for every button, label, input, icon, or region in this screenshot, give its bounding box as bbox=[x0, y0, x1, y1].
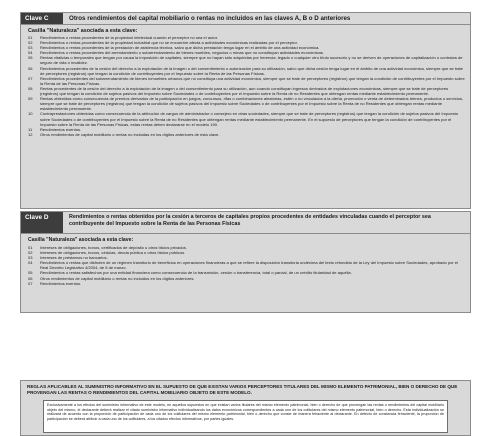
item-code: 03 bbox=[28, 255, 33, 261]
item-text: Intereses de obligaciones, bonos, cédulas, deuda pública u otros títulos públicos. bbox=[40, 250, 186, 256]
item-text: Rentas vitalicias o temporales que tengan por causa la imposición de capitales, siempre que no hayan sido adquiridas por herencia, legado o cualquier otro título sucesorio y no se deriven de operaciones de capitalización o contratos de seguro de vida o invalidez. bbox=[40, 55, 463, 66]
item-code: 09 bbox=[28, 96, 33, 102]
item-text: Rendimientos procedentes del subarrendamiento de bienes inmuebles urbanos que no constituya una actividad económica, siempre que se trate de perceptores (registros) que tengan la condición de contribuyentes por el Impuesto sobre la Renta de las Personas Físicas. bbox=[40, 75, 465, 86]
clave-c-subtitle: Casilla "Naturaleza" asociada a esta clave: bbox=[28, 28, 138, 34]
clave-c-tag: Clave C bbox=[21, 13, 63, 24]
item-code: 12 bbox=[28, 131, 33, 137]
item-code: 10 bbox=[28, 111, 33, 117]
clave-c-item bbox=[21, 86, 470, 96]
clave-d-list bbox=[21, 245, 470, 286]
item-text: Rendimientos exentos. bbox=[40, 280, 82, 286]
clave-d-subtitle: Casilla "Naturaleza" asociada a esta clave: bbox=[28, 237, 134, 243]
item-code: 05 bbox=[28, 55, 33, 61]
item-text: Otros rendimientos de capital mobiliario o rentas no incluidas en los dígitos anteriores de esta clave. bbox=[40, 131, 220, 137]
clave-c-item bbox=[21, 66, 470, 76]
item-code: 08 bbox=[28, 85, 33, 91]
clave-c-item bbox=[21, 55, 470, 65]
clave-c-title: Otros rendimientos del capital mobiliario o rentas no incluidos en las claves A, B o D anteriores bbox=[69, 15, 351, 22]
clave-d-header bbox=[21, 212, 470, 234]
item-code: 07 bbox=[28, 280, 33, 286]
clave-c-item bbox=[21, 132, 470, 137]
item-code: 01 bbox=[28, 245, 33, 250]
item-code: 02 bbox=[28, 250, 33, 256]
clave-d-item bbox=[21, 260, 470, 270]
item-code: 11 bbox=[28, 126, 33, 132]
item-code: 04 bbox=[28, 50, 33, 56]
item-code: 03 bbox=[28, 45, 33, 51]
clave-d-body bbox=[21, 234, 470, 312]
item-text: Intereses de préstamos no bancarios. bbox=[40, 255, 108, 261]
item-code: 02 bbox=[28, 40, 33, 46]
clave-c-item bbox=[21, 96, 470, 111]
clave-c-list bbox=[21, 35, 470, 137]
clave-d-title: Rendimientos o rentas obtenidos por la cesión a terceros de capitales propios procedentes de entidades vinculadas cuando el perceptor sea contribuyente del Impuesto sobre la Renta de las Personas Físicas bbox=[69, 214, 431, 227]
clave-d-section bbox=[20, 211, 471, 313]
reglas-body: Exclusivamente a los efectos del suministro informativo de este modelo, en aquellos supuestos en que existan varios titulares del mismo elemento patrimonial, bien o derecho de que provengan las rentas o rendimientos del capital mobiliario objeto del mismo, el declarante deberá realizar el citado suministro informativo individualizando los datos económicos correspondientes a cada uno de los cotitulares del mismo elemento patrimonial, bien o derecho. Esta individualización se realizará de acuerdo con la proporción de participación de cada uno de los cotitulares del mismo elemento patrimonial, bien o derecho que conste de manera fehaciente al declarante. En defecto de constancia fehaciente, la proporción de participación se deberá atribuir a cada uno de los cotitulares, a los citados efectos informativos, por partes iguales. bbox=[43, 400, 448, 433]
item-text: Rentas procedentes de la cesión del derecho a la explotación de la imagen o del consentimiento para su utilización, aun cuando constituyan ingresos derivados de explotaciones económicas, siempre que se trate de perceptores (registros) que tengan la condición de sujetos pasivos del Impuesto sobre Sociedades o de contribuyentes por el Impuesto sobre la Renta de no Residentes que obtengan rentas mediante establecimiento permanente. bbox=[40, 85, 449, 97]
item-text: Otros rendimientos de capital mobiliario o rentas no incluidos en los dígitos anteriores. bbox=[40, 275, 195, 281]
item-code: 05 bbox=[28, 270, 33, 276]
item-text: Rendimientos o rentas procedentes de la propiedad industrial que no se encuentre afecta a actividades económicas realizadas por el perceptor. bbox=[40, 40, 298, 46]
item-code: 01 bbox=[28, 35, 33, 40]
clave-c-item bbox=[21, 76, 470, 86]
item-text: Rendimientos o rentas procedentes de la prestación de asistencia técnica, salvo que dicha prestación tenga lugar en el ámbito de una actividad económica. bbox=[40, 45, 320, 51]
item-code: 06 bbox=[28, 275, 33, 281]
item-text: Rendimientos o rentas procedentes del arrendamiento o subarrendamiento de bienes muebles, negocios o minas que no constituyan actividades económicas. bbox=[40, 50, 324, 56]
clave-c-item bbox=[21, 111, 470, 126]
item-text: Contraprestaciones obtenidas como consecuencia de la atribución de cargos de administrador o consejero en otras sociedades, siempre que se trate de perceptores (registros) que tengan la condición de sujetos pasivos del Impuesto sobre Sociedades o de contribuyentes por el Impuesto sobre la Renta de no Residentes que obtengan rentas mediante establecimiento permanente. En el supuesto de perceptores que tengan la condición de contribuyentes por el Impuesto sobre la Renta de las Personas Físicas, estas rentas deben declararse en el modelo 190. bbox=[40, 111, 458, 127]
reglas-title: REGLAS APLICABLES AL SUMINISTRO INFORMATIVO EN EL SUPUESTO DE QUE EXISTAN VARIOS PERCEPTORES TITULARES DEL MISMO ELEMENTO PATRIMONIAL, BIEN O DERECHO DE QUE PROVENGAN LAS RENTAS O RENDIMIENTOS DEL CAPITAL MOBILIARIO OBJETO DE ESTE MODELO. bbox=[27, 384, 458, 395]
clave-d-tag: Clave D bbox=[21, 212, 63, 233]
item-text: Rentas obtenidas como consecuencia de premios derivados de la participación en juegos, concursos, rifas o combinaciones aleatorias, estén o no vinculados a la oferta, promoción o venta de determinados bienes, productos o servicios, siempre que se trate de perceptores (registros) que tengan la condición de sujetos pasivos del Impuesto sobre Sociedades o de contribuyentes por el Impuesto sobre la Renta de no Residentes que obtengan rentas mediante establecimiento permanente. bbox=[40, 96, 464, 112]
clave-d-item bbox=[21, 281, 470, 286]
item-code: 04 bbox=[28, 260, 33, 266]
clave-c-body bbox=[21, 25, 470, 208]
clave-c-section bbox=[20, 12, 471, 209]
item-text: Rendimientos exentos. bbox=[40, 126, 82, 132]
item-text: Intereses de obligaciones, bonos, certificados de depósito u otros títulos privados. bbox=[40, 245, 187, 250]
reglas-section bbox=[20, 380, 471, 436]
item-text: Rendimientos o rentas que disfruten de un régimen transitorio de beneficios en operaciones financieras a que se refiere la disposición transitoria undécima del texto refundido de la Ley del Impuesto sobre Sociedades, aprobado por el Real Decreto Legislativo 4/2004, de 5 de marzo. bbox=[40, 260, 458, 271]
item-text: Rendimientos o rentas satisfechos por una entidad financiera como consecuencia de la transmisión, cesión o transferencia, total o parcial, de un crédito titularidad de aquélla. bbox=[40, 270, 352, 276]
item-code: 06 bbox=[28, 65, 33, 71]
item-text: Rendimientos procedentes de la cesión del derecho a la explotación de la imagen o del consentimiento o autorización para su utilización, salvo que dicha cesión tenga lugar en el ámbito de una actividad económica, siempre que se trate de perceptores (registros) que tengan la condición de contribuyentes por el Impuesto sobre la Renta de las Personas Físicas. bbox=[40, 65, 463, 76]
item-code: 07 bbox=[28, 75, 33, 81]
clave-c-header bbox=[21, 13, 470, 25]
item-text: Rendimientos o rentas procedentes de la propiedad intelectual cuando el perceptor no sea el autor. bbox=[40, 35, 218, 40]
